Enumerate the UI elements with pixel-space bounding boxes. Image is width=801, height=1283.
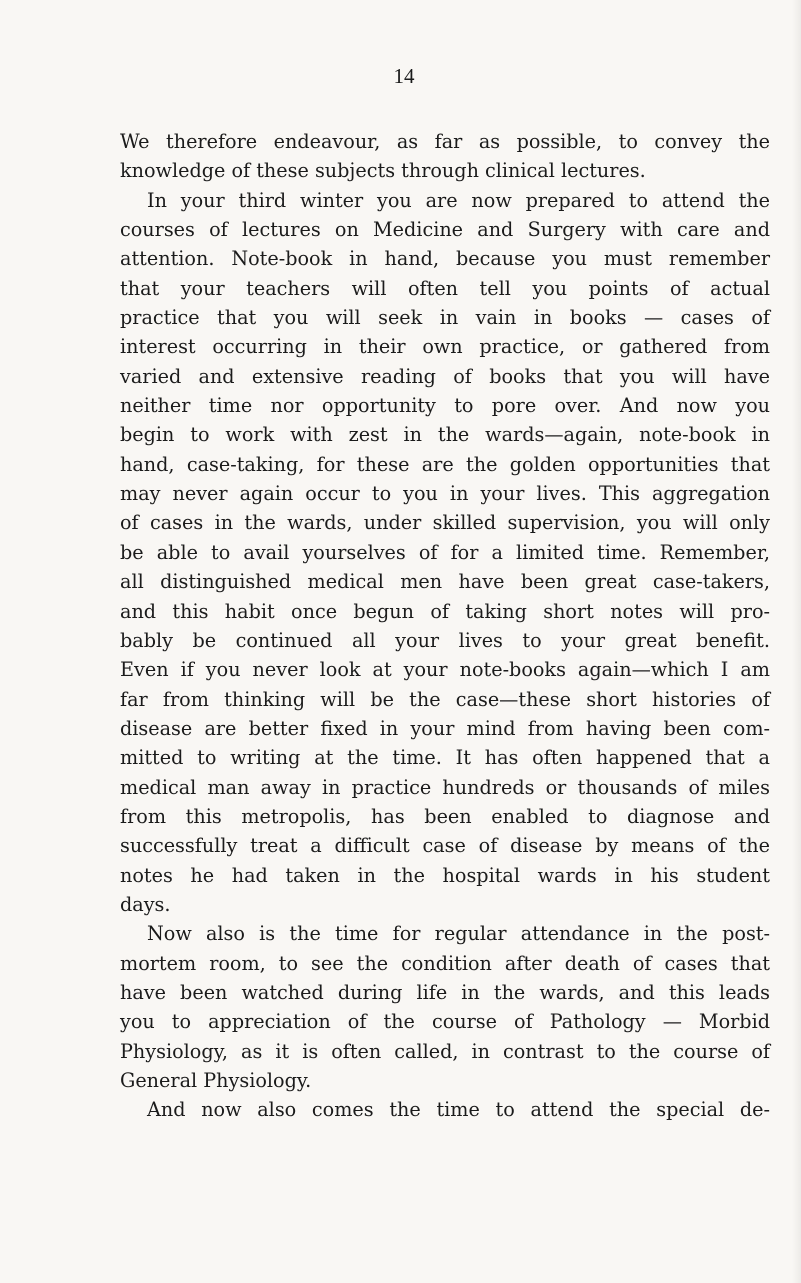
text-line: begin to work with zest in the wards—again, note-book in (120, 423, 770, 447)
page-number: 14 (393, 64, 415, 88)
body-text (120, 127, 770, 1125)
text-line: from this metropolis, has been enabled to diagnose and (120, 804, 770, 828)
text-line: Even if you never look at your note-books again—which I am (120, 658, 770, 682)
text-line: be able to avail yourselves of for a limited time. Remember, (120, 540, 770, 564)
text-line: far from thinking will be the case—these short histories of (120, 687, 770, 711)
text-line: Now also is the time for regular attendance in the post- (147, 922, 770, 946)
text-line: mortem room, to see the condition after death of cases that (120, 951, 770, 975)
text-line: attention. Note-book in hand, because you must remember (120, 247, 770, 271)
text-line: have been watched during life in the wards, and this leads (120, 980, 770, 1004)
text-line: And now also comes the time to attend the special de- (147, 1098, 770, 1122)
text-line: all distinguished medical men have been great case-takers, (120, 570, 770, 594)
text-line: medical man away in practice hundreds or thousands of miles (120, 775, 770, 799)
text-line: Physiology, as it is often called, in contrast to the course of (120, 1039, 770, 1063)
text-line: practice that you will seek in vain in books — cases of (120, 306, 770, 330)
text-line: varied and extensive reading of books that you will have (120, 364, 770, 388)
text-line: neither time nor opportunity to pore over. And now you (120, 394, 770, 418)
text-line: courses of lectures on Medicine and Surgery with care and (120, 218, 770, 242)
text-line: In your third winter you are now prepared to attend the (147, 188, 770, 212)
text-line: days. (120, 892, 171, 916)
text-line: knowledge of these subjects through clinical lectures. (120, 159, 646, 183)
text-line: We therefore endeavour, as far as possible, to convey the (120, 130, 770, 153)
text-line: interest occurring in their own practice, or gathered from (120, 335, 770, 359)
text-line: bably be continued all your lives to your great benefit. (120, 628, 770, 652)
text-line: may never again occur to you in your lives. This aggregation (120, 482, 770, 506)
text-line: that your teachers will often tell you points of actual (120, 276, 770, 300)
text-line: and this habit once begun of taking short notes will pro- (120, 599, 770, 623)
text-line: disease are better fixed in your mind from having been com- (120, 716, 770, 740)
text-line: notes he had taken in the hospital wards in his student (120, 863, 770, 887)
text-line: you to appreciation of the course of Pathology — Morbid (120, 1010, 770, 1034)
page-edge-shadow (792, 0, 801, 1283)
text-line: successfully treat a difficult case of disease by means of the (120, 834, 770, 858)
text-line: of cases in the wards, under skilled supervision, you will only (120, 511, 770, 535)
text-line: mitted to writing at the time. It has often happened that a (120, 746, 770, 770)
text-line: hand, case-taking, for these are the golden opportunities that (120, 452, 770, 476)
text-line: General Physiology. (120, 1069, 312, 1092)
